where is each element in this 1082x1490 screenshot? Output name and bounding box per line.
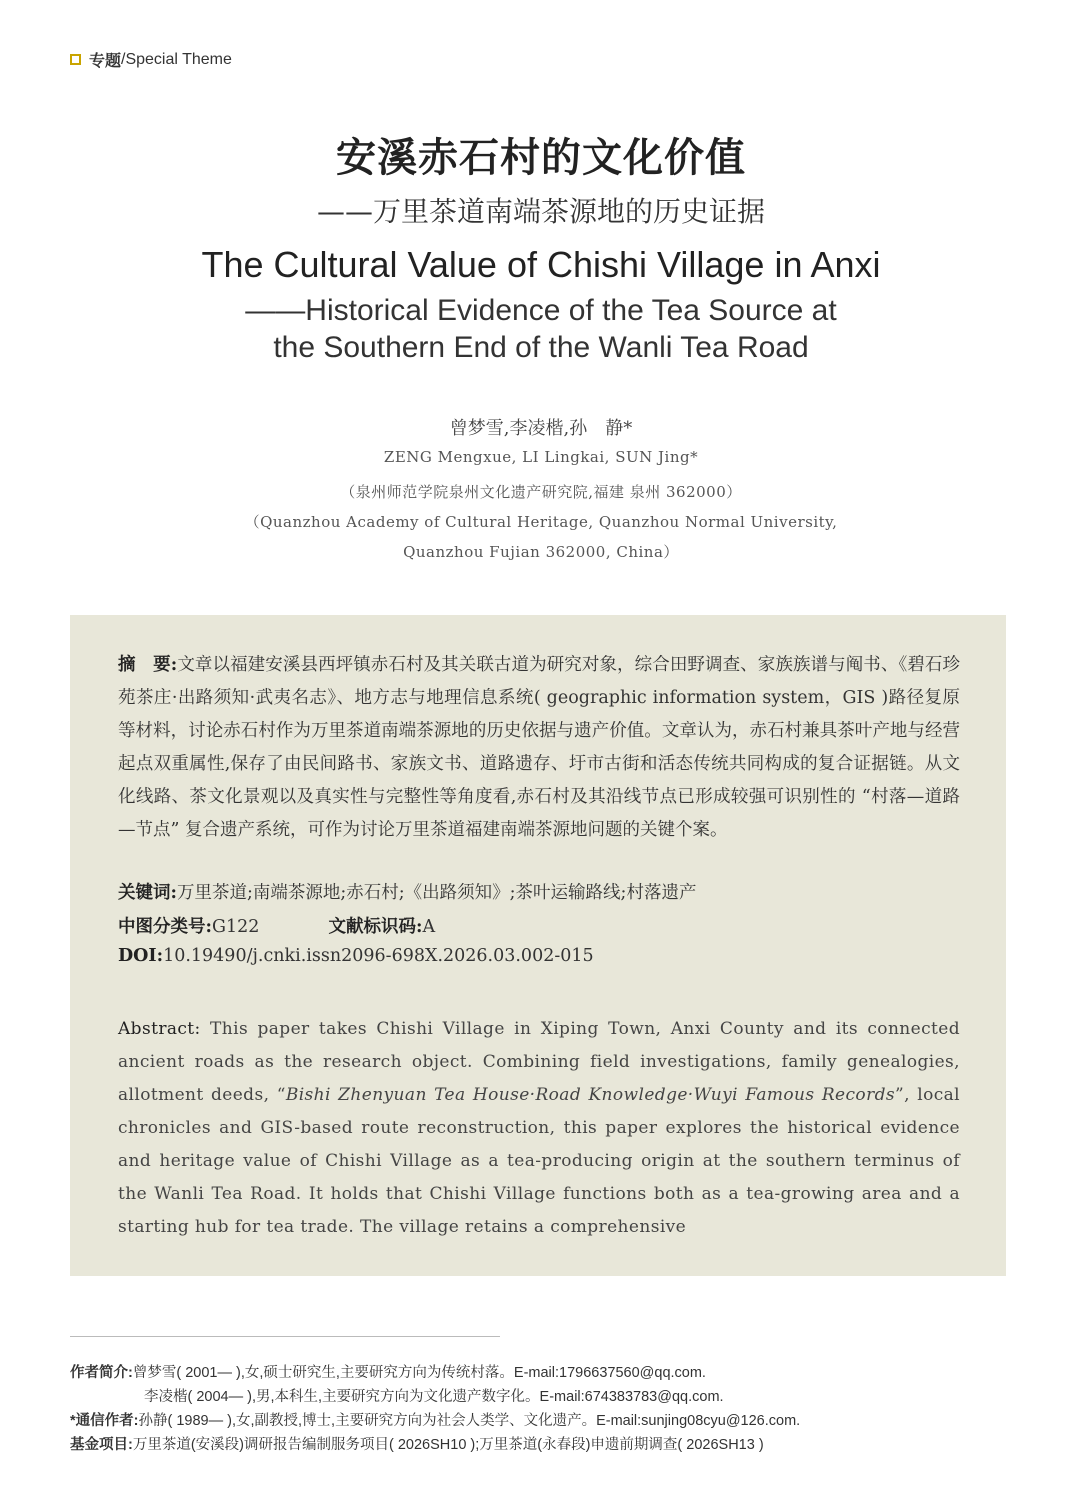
title-cn: 安溪赤石村的文化价值 xyxy=(336,134,746,181)
author-intro-label: 作者简介: xyxy=(70,1365,133,1381)
classification xyxy=(118,913,435,938)
corresponding-text: 孙静( 1989— ),女,副教授,博士,主要研究方向为社会人类学、文化遗产。E-mail:sunjing08cyu@126.com. xyxy=(138,1413,801,1429)
author1-text: 曾梦雪( 2001— ),女,硕士研究生,主要研究方向为传统村落。E-mail:1796637560@qq.com. xyxy=(132,1365,706,1381)
tag-cn: 专题 xyxy=(89,53,122,70)
section-tag xyxy=(70,48,232,71)
doi xyxy=(118,946,594,966)
abstract-en-label: Abstract: xyxy=(118,1019,201,1039)
affiliation-en-line1: （Quanzhou Academy of Cultural Heritage, Quanzhou Normal University, xyxy=(244,513,838,531)
keywords xyxy=(118,879,696,904)
abstract-en-text-before: This paper takes Chishi Village in Xiping Town, Anxi County and its connected ancient roads as the research object. Combining field investigations, family genealogies, allotment deeds, “ xyxy=(118,1019,960,1105)
authors-en: ZENG Mengxue, LI Lingkai, SUN Jing* xyxy=(383,448,699,466)
affiliation-cn: （泉州师范学院泉州文化遗产研究院,福建 泉州 362000） xyxy=(340,483,742,501)
authors-cn: 曾梦雪,李凌楷,孙 静* xyxy=(449,418,633,439)
subtitle-en xyxy=(0,292,1082,366)
footnote-corresponding xyxy=(70,1409,1010,1433)
subtitle-en-line2: the Southern End of the Wanli Tea Road xyxy=(273,331,809,364)
classification-label: 中图分类号: xyxy=(118,917,212,937)
square-icon xyxy=(70,54,81,65)
keywords-label: 关键词: xyxy=(118,883,177,903)
subtitle-cn: ——万里茶道南端茶源地的历史证据 xyxy=(316,195,765,228)
footnote-author1 xyxy=(70,1361,1010,1385)
abstract-cn-label: 摘 要: xyxy=(118,655,178,675)
corresponding-label: *通信作者: xyxy=(70,1413,139,1429)
tag-en: /Special Theme xyxy=(121,50,232,68)
abstract-cn-text: 文章以福建安溪县西坪镇赤石村及其关联古道为研究对象，综合田野调查、家族族谱与阄书、《碧石珍苑茶庄·出路须知·武夷名志》、地方志与地理信息系统( geographic information system，GIS )路径复原等材料，讨论赤石村作为万里茶道南端茶源地的历史依据与遗产价值。文章认为，赤石村兼具茶叶产地与经营起点双重属性,保存了由民间路书、家族文书、道路遗存、圩市古街和活态传统共同构成的复合证据链。从文化线路、茶文化景观以及真实性与完整性等角度看,赤石村及其沿线节点已形成较强可识别性的 “村落—道路—节点” 复合遗产系统，可作为讨论万里茶道福建南端茶源地问题的关键个案。 xyxy=(118,655,960,840)
footnote-fund xyxy=(70,1433,1010,1457)
subtitle-en-line1: ——Historical Evidence of the Tea Source at xyxy=(245,294,837,327)
classification-value: G122 xyxy=(211,917,260,937)
fund-label: 基金项目: xyxy=(70,1437,133,1453)
abstract-en xyxy=(118,1013,960,1244)
abstract-en-italic-title: Bishi Zhenyuan Tea House·Road Knowledge·Wuyi Famous Records xyxy=(285,1085,896,1105)
doc-code-value: A xyxy=(422,917,436,937)
abstract-en-text-after: ”, local chronicles and GIS-based route reconstruction, this paper explores the historical evidence and heritage value of Chishi Village as a tea-producing origin at the southern terminus of the Wanli Tea Road. It holds that Chishi Village functions both as a tea-growing area and a starting hub for tea trade. The village retains a comprehensive xyxy=(118,1085,961,1237)
doi-value: 10.19490/j.cnki.issn2096-698X.2026.03.002-015 xyxy=(163,946,594,966)
keywords-text: 万里茶道;南端茶源地;赤石村;《出路须知》;茶叶运输路线;村落遗产 xyxy=(176,883,697,903)
fund-text: 万里茶道(安溪段)调研报告编制服务项目( 2026SH10 );万里茶道(永春段)申遗前期调查( 2026SH13 ) xyxy=(132,1437,764,1453)
doc-code-label: 文献标识码: xyxy=(328,917,423,937)
footnote-divider xyxy=(70,1336,500,1337)
footnote-author2: 李凌楷( 2004— ),男,本科生,主要研究方向为文化遗产数字化。E-mail:674383783@qq.com. xyxy=(144,1389,724,1405)
title-en: The Cultural Value of Chishi Village in Anxi xyxy=(201,244,881,285)
footnotes xyxy=(70,1361,1010,1457)
abstract-cn xyxy=(118,649,960,847)
doi-label: DOI: xyxy=(118,946,164,966)
abstract-box xyxy=(70,615,1006,1276)
affiliation-en-line2: Quanzhou Fujian 362000, China） xyxy=(403,543,679,561)
